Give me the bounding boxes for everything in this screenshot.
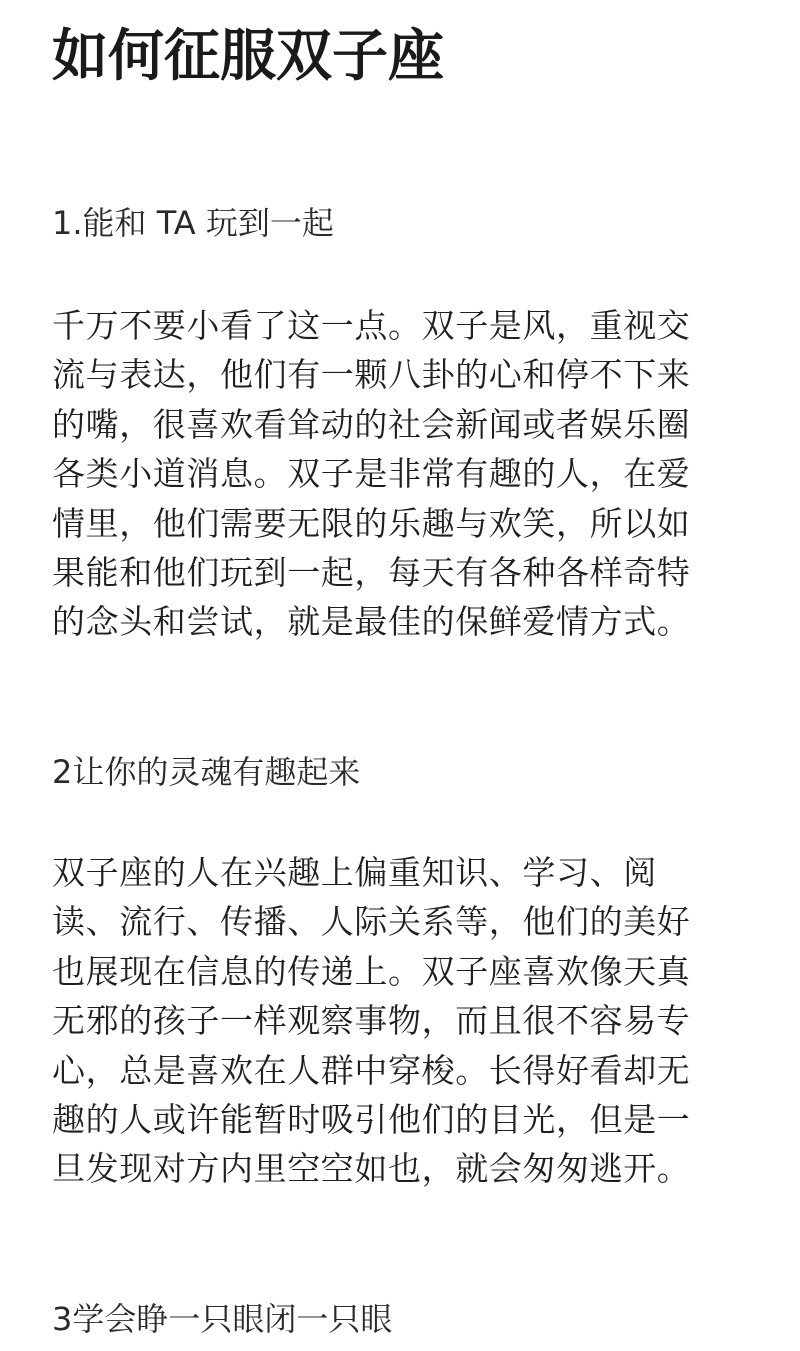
paragraph-line: 趣的人或许能暂时吸引他们的目光，但是一 — [52, 1100, 691, 1140]
paragraph-line: 也展现在信息的传递上。双子座喜欢像天真 — [52, 951, 691, 991]
paragraph-line: 无邪的孩子一样观察事物，而且很不容易专 — [52, 1001, 691, 1041]
paragraph-line: 的念头和尝试，就是最佳的保鲜爱情方式。 — [52, 602, 691, 642]
paragraph-line: 各类小道消息。双子是非常有趣的人，在爱 — [52, 454, 691, 494]
article-title: 如何征服双子座 — [52, 24, 444, 89]
paragraph-line: 流与表达，他们有一颗八卦的心和停不下来 — [52, 355, 691, 395]
paragraph-line: 的嘴，很喜欢看耸动的社会新闻或者娱乐圈 — [52, 404, 691, 444]
paragraph-line: 果能和他们玩到一起，每天有各种各样奇特 — [52, 553, 691, 593]
section-heading-2: 2让你的灵魂有趣起来 — [52, 753, 361, 791]
paragraph-line: 读、流行、传播、人际关系等，他们的美好 — [52, 902, 691, 942]
section-heading-3: 3学会睁一只眼闭一只眼 — [52, 1300, 393, 1338]
paragraph-line: 情里，他们需要无限的乐趣与欢笑，所以如 — [52, 503, 691, 543]
section-paragraph-1 — [52, 301, 690, 647]
paragraph-line: 旦发现对方内里空空如也，就会匆匆逃开。 — [52, 1149, 691, 1189]
paragraph-line: 双子座的人在兴趣上偏重知识、学习、阅 — [52, 853, 657, 892]
section-paragraph-2 — [52, 848, 690, 1194]
section-heading-1: 1.能和 TA 玩到一起 — [52, 204, 334, 242]
paragraph-line: 千万不要小看了这一点。双子是风，重视交 — [52, 306, 691, 345]
paragraph-line: 心，总是喜欢在人群中穿梭。长得好看却无 — [52, 1050, 691, 1090]
